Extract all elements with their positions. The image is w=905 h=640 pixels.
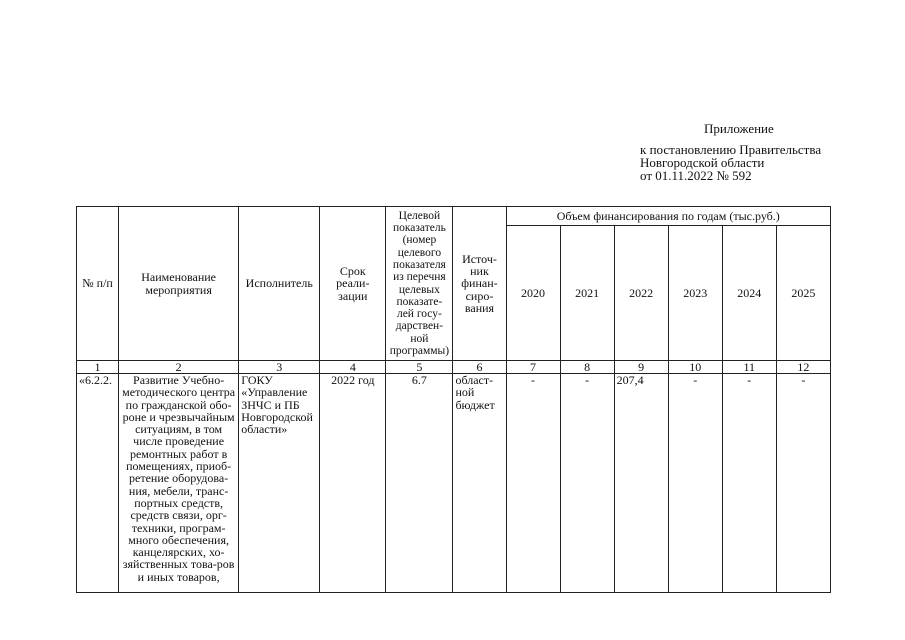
column-number: 2	[119, 361, 239, 374]
row-name: Развитие Учебно-методического центра по гражданской обо-роне и чрезвычайным ситуациям, в том числе проведение ремонтных работ в помещениях, приоб-ретение оборудова-ния, мебели, транс-портных средств, средств связи, орг-техники, програм-много обеспечения, канцелярских, хо-зяйственных това-ров и иных товаров,	[119, 374, 239, 593]
row-value-2025: -	[776, 374, 830, 593]
header-year: 2025	[776, 226, 830, 361]
column-number: 1	[77, 361, 119, 374]
header-year: 2020	[506, 226, 560, 361]
header-target: Целевой показатель (номер целевого показателя из перечня целевых показате-лей госу-дарствен-ной программы)	[386, 207, 453, 361]
header-year: 2023	[668, 226, 722, 361]
appendix-line-date: от 01.11.2022 № 592	[640, 168, 752, 183]
header-name: Наименование мероприятия	[119, 207, 239, 361]
row-value-2021: -	[560, 374, 614, 593]
row-value-2023: -	[668, 374, 722, 593]
header-funding: Объем финансирования по годам (тыс.руб.)	[506, 207, 831, 226]
appendix-line-resolution: к постановлению Правительства	[640, 142, 822, 157]
header-year: 2024	[722, 226, 776, 361]
funding-table	[76, 206, 831, 593]
column-number: 7	[506, 361, 560, 374]
row-term: 2022 год	[320, 374, 386, 593]
header-num: № п/п	[77, 207, 119, 361]
appendix-line-region: Новгородской области	[640, 155, 765, 170]
column-number: 8	[560, 361, 614, 374]
row-target: 6.7	[386, 374, 453, 593]
column-number: 5	[386, 361, 453, 374]
row-executor: ГОКУ «Управление ЗНЧС и ПБ Новгородской области»	[239, 374, 320, 593]
column-number: 10	[668, 361, 722, 374]
row-source: област-ной бюджет	[453, 374, 506, 593]
appendix-header	[640, 122, 860, 182]
table-row	[77, 374, 831, 593]
row-value-2024: -	[722, 374, 776, 593]
row-value-2022: 207,4	[614, 374, 668, 593]
column-number: 12	[776, 361, 830, 374]
header-year: 2021	[560, 226, 614, 361]
column-number: 4	[320, 361, 386, 374]
column-number: 3	[239, 361, 320, 374]
column-number: 11	[722, 361, 776, 374]
header-year: 2022	[614, 226, 668, 361]
column-number: 6	[453, 361, 506, 374]
header-source: Источ-ник финан-сиро-вания	[453, 207, 506, 361]
column-number: 9	[614, 361, 668, 374]
header-executor: Исполнитель	[239, 207, 320, 361]
header-term: Срок реали-зации	[320, 207, 386, 361]
row-num: «6.2.2.	[77, 374, 119, 593]
appendix-title: Приложение	[704, 121, 774, 136]
row-value-2020: -	[506, 374, 560, 593]
column-numbers-row	[77, 361, 831, 374]
